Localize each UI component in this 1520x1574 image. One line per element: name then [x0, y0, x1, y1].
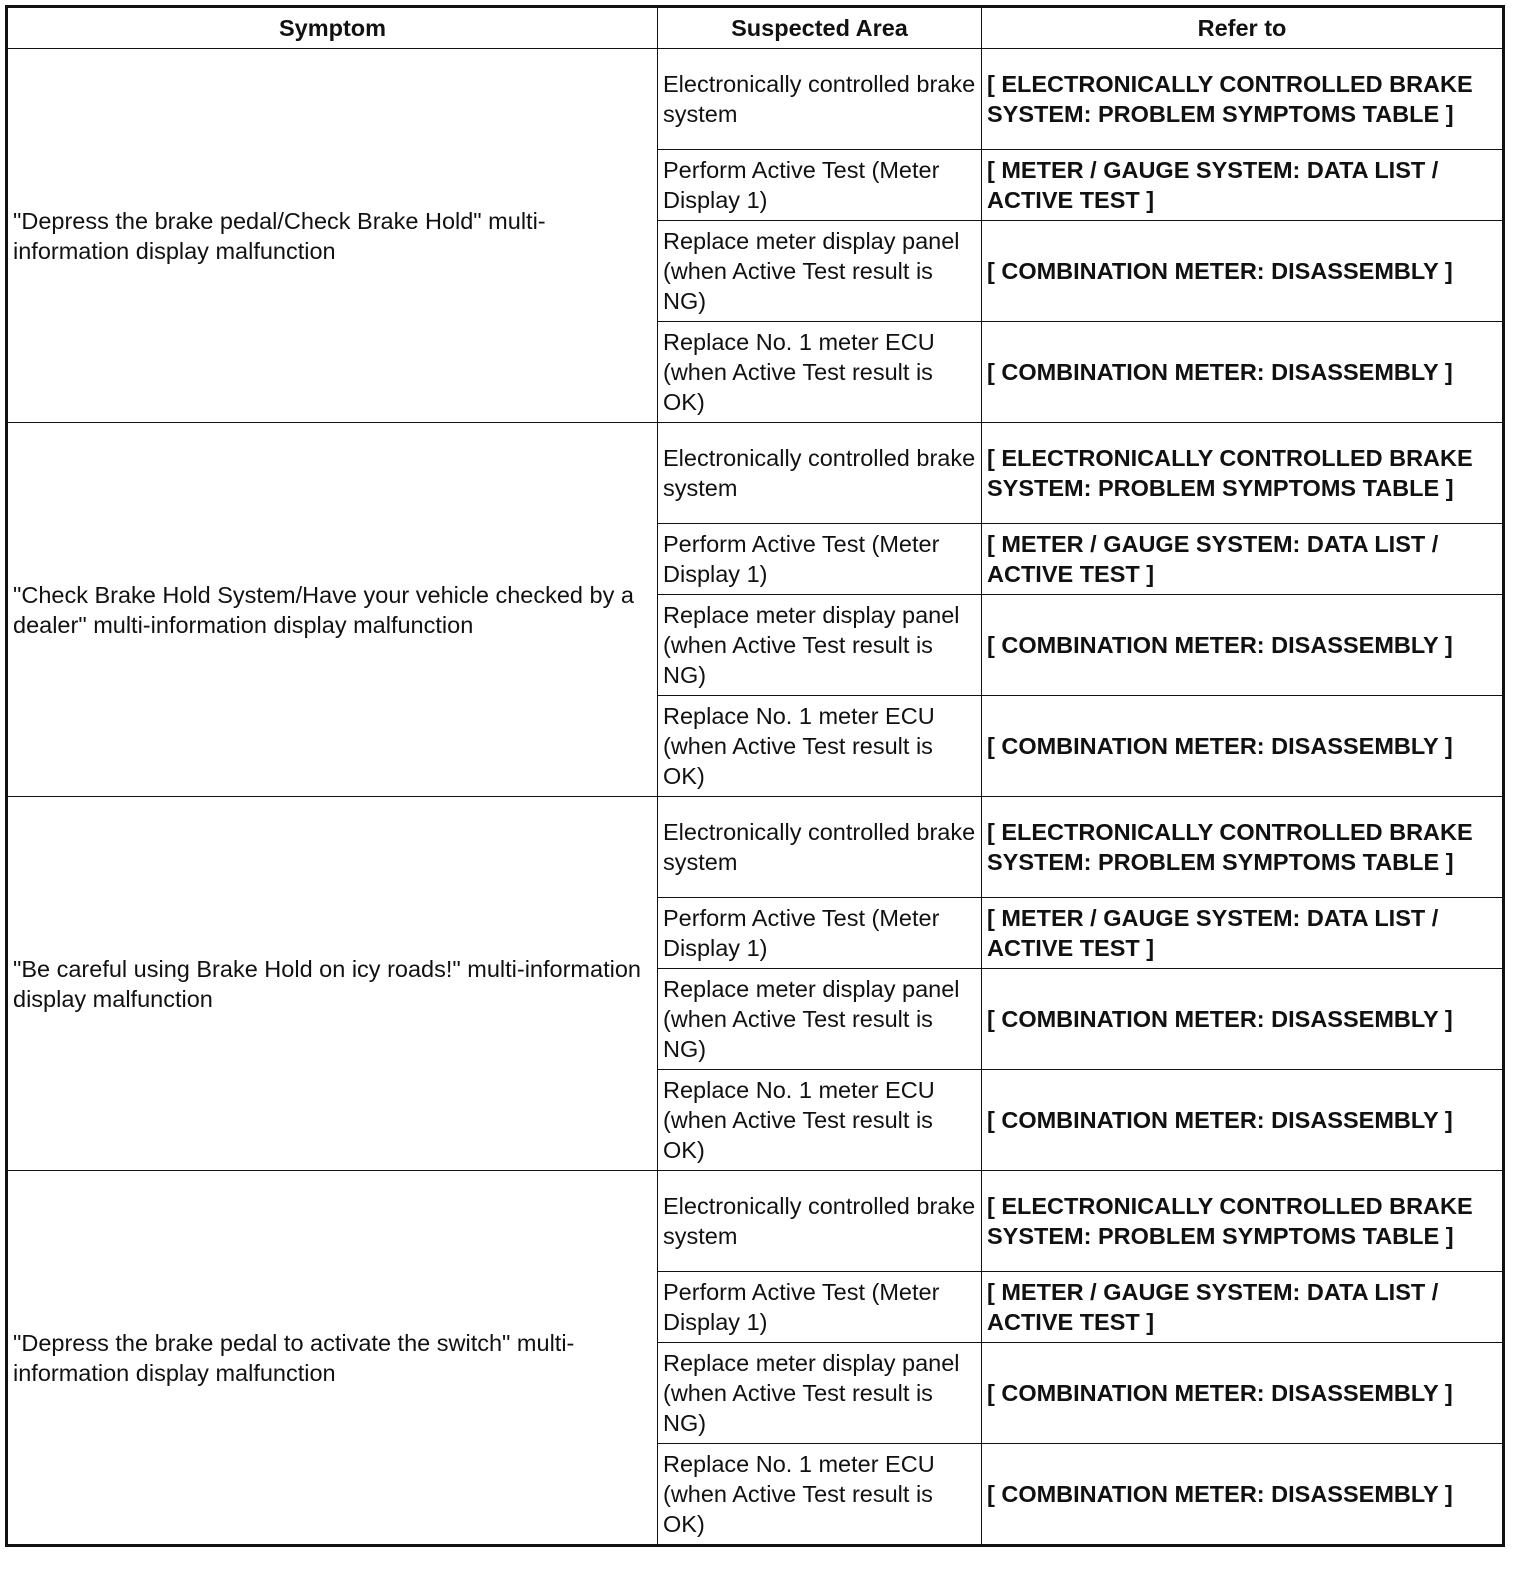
suspected-area-cell: Replace meter display panel (when Active Test result is NG) — [658, 1343, 982, 1444]
suspected-area-cell: Replace No. 1 meter ECU (when Active Test result is OK) — [658, 696, 982, 797]
refer-to-link[interactable]: [ ELECTRONICALLY CONTROLLED BRAKE SYSTEM: PROBLEM SYMPTOMS TABLE ] — [982, 423, 1504, 524]
symptom-cell: "Depress the brake pedal to activate the switch" multi-information display malfunction — [7, 1171, 658, 1546]
table-row — [7, 49, 1504, 150]
refer-to-link[interactable]: [ COMBINATION METER: DISASSEMBLY ] — [982, 696, 1504, 797]
suspected-area-cell: Replace No. 1 meter ECU (when Active Test result is OK) — [658, 1444, 982, 1546]
refer-to-link[interactable]: [ METER / GAUGE SYSTEM: DATA LIST / ACTIVE TEST ] — [982, 898, 1504, 969]
table-row — [7, 797, 1504, 898]
refer-to-link[interactable]: [ METER / GAUGE SYSTEM: DATA LIST / ACTIVE TEST ] — [982, 524, 1504, 595]
symptom-cell: "Be careful using Brake Hold on icy roads!" multi-information display malfunction — [7, 797, 658, 1171]
suspected-area-cell: Replace meter display panel (when Active Test result is NG) — [658, 969, 982, 1070]
refer-to-link[interactable]: [ ELECTRONICALLY CONTROLLED BRAKE SYSTEM: PROBLEM SYMPTOMS TABLE ] — [982, 797, 1504, 898]
refer-to-link[interactable]: [ ELECTRONICALLY CONTROLLED BRAKE SYSTEM: PROBLEM SYMPTOMS TABLE ] — [982, 49, 1504, 150]
suspected-area-cell: Electronically controlled brake system — [658, 797, 982, 898]
refer-to-link[interactable]: [ COMBINATION METER: DISASSEMBLY ] — [982, 595, 1504, 696]
table-row — [7, 1171, 1504, 1272]
header-suspected-area: Suspected Area — [658, 7, 982, 49]
suspected-area-cell: Perform Active Test (Meter Display 1) — [658, 898, 982, 969]
suspected-area-cell: Replace meter display panel (when Active Test result is NG) — [658, 221, 982, 322]
problem-symptoms-table — [5, 5, 1505, 1547]
suspected-area-cell: Replace No. 1 meter ECU (when Active Test result is OK) — [658, 322, 982, 423]
header-refer-to: Refer to — [982, 7, 1504, 49]
refer-to-link[interactable]: [ COMBINATION METER: DISASSEMBLY ] — [982, 969, 1504, 1070]
header-row — [7, 7, 1504, 49]
symptom-cell: "Check Brake Hold System/Have your vehicle checked by a dealer" multi-information display malfunction — [7, 423, 658, 797]
refer-to-link[interactable]: [ COMBINATION METER: DISASSEMBLY ] — [982, 1070, 1504, 1171]
suspected-area-cell: Electronically controlled brake system — [658, 49, 982, 150]
suspected-area-cell: Perform Active Test (Meter Display 1) — [658, 1272, 982, 1343]
refer-to-link[interactable]: [ COMBINATION METER: DISASSEMBLY ] — [982, 1444, 1504, 1546]
refer-to-link[interactable]: [ COMBINATION METER: DISASSEMBLY ] — [982, 221, 1504, 322]
refer-to-link[interactable]: [ METER / GAUGE SYSTEM: DATA LIST / ACTIVE TEST ] — [982, 150, 1504, 221]
table-row — [7, 423, 1504, 524]
suspected-area-cell: Electronically controlled brake system — [658, 1171, 982, 1272]
refer-to-link[interactable]: [ COMBINATION METER: DISASSEMBLY ] — [982, 1343, 1504, 1444]
refer-to-link[interactable]: [ COMBINATION METER: DISASSEMBLY ] — [982, 322, 1504, 423]
refer-to-link[interactable]: [ METER / GAUGE SYSTEM: DATA LIST / ACTIVE TEST ] — [982, 1272, 1504, 1343]
symptom-cell: "Depress the brake pedal/Check Brake Hold" multi-information display malfunction — [7, 49, 658, 423]
suspected-area-cell: Replace No. 1 meter ECU (when Active Test result is OK) — [658, 1070, 982, 1171]
suspected-area-cell: Perform Active Test (Meter Display 1) — [658, 150, 982, 221]
suspected-area-cell: Perform Active Test (Meter Display 1) — [658, 524, 982, 595]
header-symptom: Symptom — [7, 7, 658, 49]
refer-to-link[interactable]: [ ELECTRONICALLY CONTROLLED BRAKE SYSTEM: PROBLEM SYMPTOMS TABLE ] — [982, 1171, 1504, 1272]
suspected-area-cell: Electronically controlled brake system — [658, 423, 982, 524]
suspected-area-cell: Replace meter display panel (when Active Test result is NG) — [658, 595, 982, 696]
